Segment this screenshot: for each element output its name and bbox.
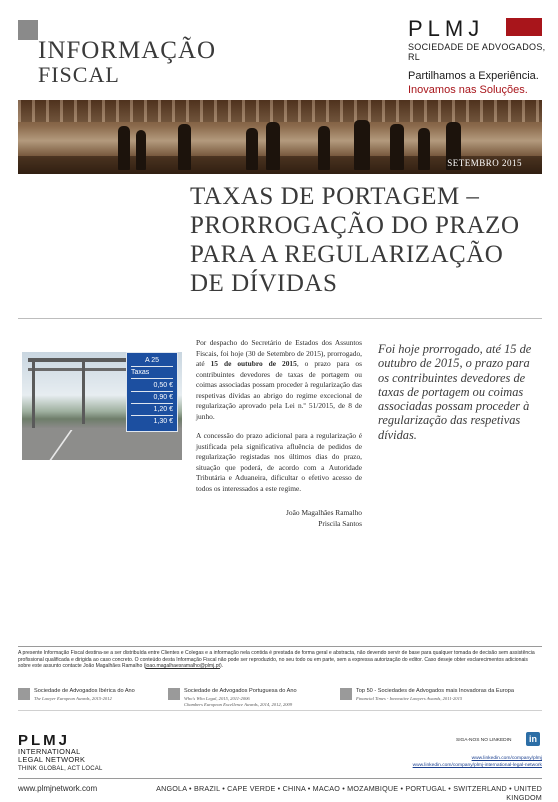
award-source: Chambers European Excellence Awards, 2014, 2012, 2009 — [184, 702, 293, 707]
sign-title: Taxas — [131, 367, 173, 379]
pull-quote: Foi hoje prorrogado, até 15 de outubro de 2015, o prazo para os contribuintes devedores de taxas de portagem ou coimas associadas possam proceder à regularização das respetivas dívidas. — [378, 342, 532, 442]
linkedin-network-link[interactable]: www.linkedin.com/company/plmj-international-legal-network — [412, 763, 542, 768]
brand-subtitle: SOCIEDADE DE ADVOGADOS, RL — [408, 42, 546, 62]
divider — [18, 646, 542, 647]
network-line1: INTERNATIONAL — [18, 747, 81, 756]
deadline-date: 15 de outubro de 2015 — [210, 359, 297, 368]
brand-slogan-line2: Inovamos nas Soluções. — [408, 84, 528, 96]
award-icon — [168, 688, 180, 700]
article-headline — [190, 182, 540, 298]
award-source: The Lawyer European Awards, 2015-2012 — [34, 696, 112, 701]
website-link[interactable]: www.plmjnetwork.com — [18, 784, 98, 793]
sign-value: 0,50 € — [131, 380, 173, 392]
article-paragraph-1: Por despacho do Secretário de Estados dos Assuntos Fiscais, foi hoje (30 de Setembro de 2015), prorrogado, até 15 de outubro de 2015, o prazo para os contribuintes devedores de taxas de portagem ou coimas associadas possam proceder à regularização das respetivas dívidas ao abrigo do regime excecional de regularização aprovado pela Lei n.º 51/2015, de 8 de junho. — [196, 338, 362, 421]
divider — [18, 778, 542, 779]
publication-title-line2: FISCAL — [38, 62, 120, 87]
divider — [18, 318, 542, 319]
linkedin-label: SIGA-NOS NO LINKEDIN — [456, 738, 512, 743]
award-title: Sociedade de Advogados Portuguesa do Ano — [184, 688, 297, 694]
linkedin-icon[interactable]: in — [526, 732, 540, 746]
award-icon — [340, 688, 352, 700]
author-name: Priscila Santos — [318, 519, 362, 528]
sign-value: 0,90 € — [131, 392, 173, 404]
brand-logo-square — [506, 18, 542, 36]
header-banner-image — [18, 100, 542, 174]
award-title: Top 50 - Sociedades de Advogados mais Inovadoras da Europa — [356, 688, 514, 694]
publication-title-line1: INFORMAÇÃO — [38, 37, 217, 64]
divider — [18, 710, 542, 711]
brand-logo: PLMJ — [408, 16, 485, 41]
contact-email-link[interactable]: joao.magalhaesramalho@plmj.pt — [145, 663, 220, 670]
sign-value: 1,20 € — [131, 404, 173, 416]
headline-line: TAXAS DE PORTAGEM – — [190, 183, 480, 210]
award-source: Financial Times - Innovative Lawyers Awards, 2011-2015 — [356, 696, 463, 701]
award-title: Sociedade de Advogados Ibérica do Ano — [34, 688, 135, 694]
author-name: João Magalhães Ramalho — [286, 508, 362, 517]
brand-slogan-line1: Partilhamos a Experiência. — [408, 70, 539, 82]
article-paragraph-2: A concessão do prazo adicional para a regularização é justificada pela significativa afluência de pedidos de regularização registadas nos últimos dias do prazo, situação que poderá, de acordo com a Autoridade Tributária e Aduaneira, dificultar o efetivo acesso de todos os interessados a este regime. — [196, 431, 362, 493]
headline-line: PARA A REGULARIZAÇÃO — [190, 241, 504, 268]
network-line2: LEGAL NETWORK — [18, 755, 86, 764]
headline-line: DE DÍVIDAS — [190, 270, 338, 297]
publication-logo-square — [18, 20, 38, 40]
legal-disclaimer: A presente Informação Fiscal destina-se a ser distribuída entre Clientes e Colegas e a informação nela contida é prestada de forma geral e abstracta, não devendo servir de base para qualquer tomada de decisão sem assistência profissional qualificada e dirigida ao caso concreto. O conteúdo desta Informação Fiscal não pode ser reproduzido, no seu todo ou em parte, sem a expressa autorização do editor. Caso deseje obter esclarecimentos adicionais sobre este assunto contacte João Magalhães Ramalho (joao.magalhaesramalho@plmj.pt). — [18, 650, 535, 670]
headline-line: PRORROGAÇÃO DO PRAZO — [190, 212, 520, 239]
toll-price-sign — [126, 352, 178, 432]
issue-date: SETEMBRO 2015 — [447, 158, 522, 168]
toll-road-photo — [22, 352, 182, 460]
countries-list: ANGOLA • BRAZIL • CAPE VERDE • CHINA • MACAO • MOZAMBIQUE • PORTUGAL • SWITZERLAND • UNITED KINGDOM — [156, 784, 542, 802]
award-source: Who's Who Legal, 2015, 2011-2006 — [184, 696, 250, 701]
linkedin-link[interactable]: www.linkedin.com/company/plmj — [471, 756, 542, 761]
award-icon — [18, 688, 30, 700]
network-logo: PLMJ — [18, 732, 71, 749]
network-slogan: THINK GLOBAL, ACT LOCAL — [18, 766, 103, 772]
sign-header: A 25 — [131, 355, 173, 367]
sign-value: 1,30 € — [153, 418, 173, 425]
